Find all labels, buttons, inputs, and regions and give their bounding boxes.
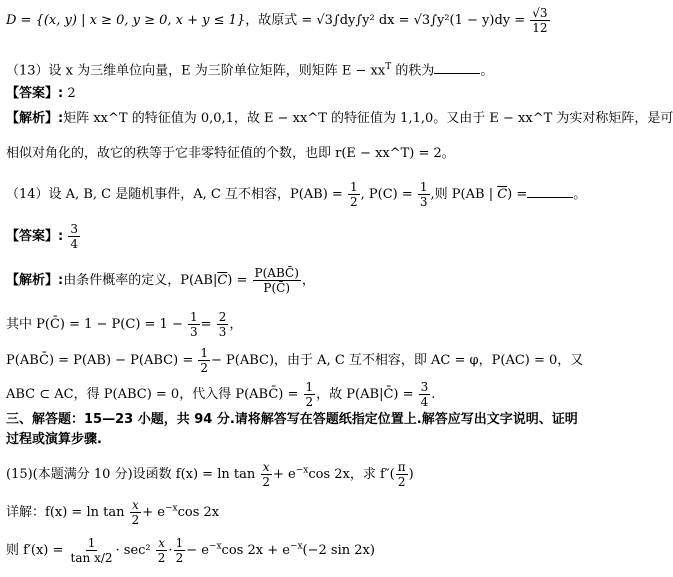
q13-answer: 【答案】: 2 xyxy=(6,86,76,101)
domain-definition: D = {(x, y) | x ≥ 0, y ≥ 0, x + y ≤ 1} xyxy=(6,13,246,28)
answer-blank xyxy=(527,185,573,198)
fraction: $\frac{1}{2}$ xyxy=(305,380,314,409)
fraction: $\frac{x}{2}$ xyxy=(157,536,166,565)
fraction: $\frac{1}{\text{tan x/2}}$ xyxy=(70,536,113,565)
fraction: $\frac{\pi}{2}$ xyxy=(397,460,406,489)
integral-text-1: ，故原式 = √3∫ xyxy=(245,13,340,28)
question-13: （13）设 x 为三维单位向量，E 为三阶单位矩阵，则矩阵 $E - xx^T$ 的秩为 。 xyxy=(6,62,494,79)
q14-fraction-2: $\frac{1}{3}$ xyxy=(419,180,428,209)
q14-answer-fraction: $\frac{3}{4}$ xyxy=(70,222,78,251)
result-fraction: $\frac{√3}{12}$ xyxy=(532,6,548,35)
fraction: $\frac{x}{2}$ xyxy=(262,460,271,489)
q14-analysis-line-1: 【解析】:由条件概率的定义，$P(AB|\overline{C})$ = $\frac{\text{P(ABC̄)}}{P(C̄)}$ ， xyxy=(6,266,315,295)
integral-text-2: dy∫ xyxy=(339,13,363,28)
fraction: $\frac{1}{2}$ xyxy=(175,536,184,565)
q14-fraction-1: $\frac{1}{2}$ xyxy=(349,180,358,209)
conditional-probability-fraction: $\frac{\text{P(ABC̄)}}{P(C̄)}$ xyxy=(254,266,299,295)
question-15: (15)(本题满分 10 分)设函数 f(x) = ln tan $\frac{x}{2}$ + $e^{-x}\cos$ 2x，求 f″( $\frac{\pi}{2}$ ) xyxy=(6,460,414,489)
q13-analysis-line-2: 相似对角化的，故它的秩等于它非零特征值的个数，也即 r(E − xx^T) = 2。 xyxy=(6,146,455,161)
q14-analysis-line-3: P(ABC̄) = P(AB) − P(ABC) = $\frac{1}{2}$ − P(ABC)，由于 A, C 互不相容，即 AC = φ，P(AC) = 0，又 xyxy=(6,346,584,375)
fraction: $\frac{3}{4}$ xyxy=(420,380,429,409)
q14-analysis-line-4: ABC ⊂ AC，得 P(ABC) = 0，代入得 P(ABC̄) = $\frac{1}{2}$ ，故 P(AB|C̄) = $\frac{3}{4}$ . xyxy=(6,380,436,409)
q15-derivative: 则 f′(x) = $\frac{1}{\text{tan x/2}}$ · sec² $\frac{x}{2}$ · $\frac{1}{2}$ − $e^{-x}\cos$ $2x + e^{-x}(-2$ sin 2x) xyxy=(6,536,375,565)
section-heading: 三、解答题：15—23 小题，共 94 分.请将解答写在答题纸指定位置上.解答应写出文字说明、证明过程或演算步骤. xyxy=(6,412,578,447)
q14-analysis-line-2: 其中 P(C̄) = 1 − P(C) = 1 − $\frac{1}{3}$ = $\frac{2}{3}$ ， xyxy=(6,310,243,339)
q15-detail: 详解：f(x) = ln tan $\frac{x}{2}$ + $e^{-x}\cos$ 2x xyxy=(6,498,220,527)
fraction: $\frac{x}{2}$ xyxy=(131,498,140,527)
q13-analysis-line-1: 【解析】:矩阵 xx^T 的特征值为 0,0,1，故 E − xx^T 的特征值为 1,1,0。又由于 E − xx^T 为实对称矩阵，是可 xyxy=(6,111,673,126)
fraction: $\frac{2}{3}$ xyxy=(218,310,227,339)
integral-text-4: y²(1 − y)dy = xyxy=(436,13,526,28)
fraction: $\frac{1}{3}$ xyxy=(190,310,198,339)
integral-line xyxy=(6,6,594,35)
q13-answer-value: 2 xyxy=(67,86,76,101)
question-14: （14）设 A, B, C 是随机事件，A, C 互不相容，P(AB) = $\frac{1}{2}$ , P(C) = $\frac{1}{3}$ ,则 P(AB | $\overline{C}$) = 。 xyxy=(6,180,587,209)
answer-blank xyxy=(434,61,480,74)
integral-text-3: y² dx = √3∫ xyxy=(362,13,437,28)
fraction: $\frac{1}{2}$ xyxy=(200,346,208,375)
q14-answer: 【答案】: $\frac{3}{4}$ xyxy=(6,222,78,251)
